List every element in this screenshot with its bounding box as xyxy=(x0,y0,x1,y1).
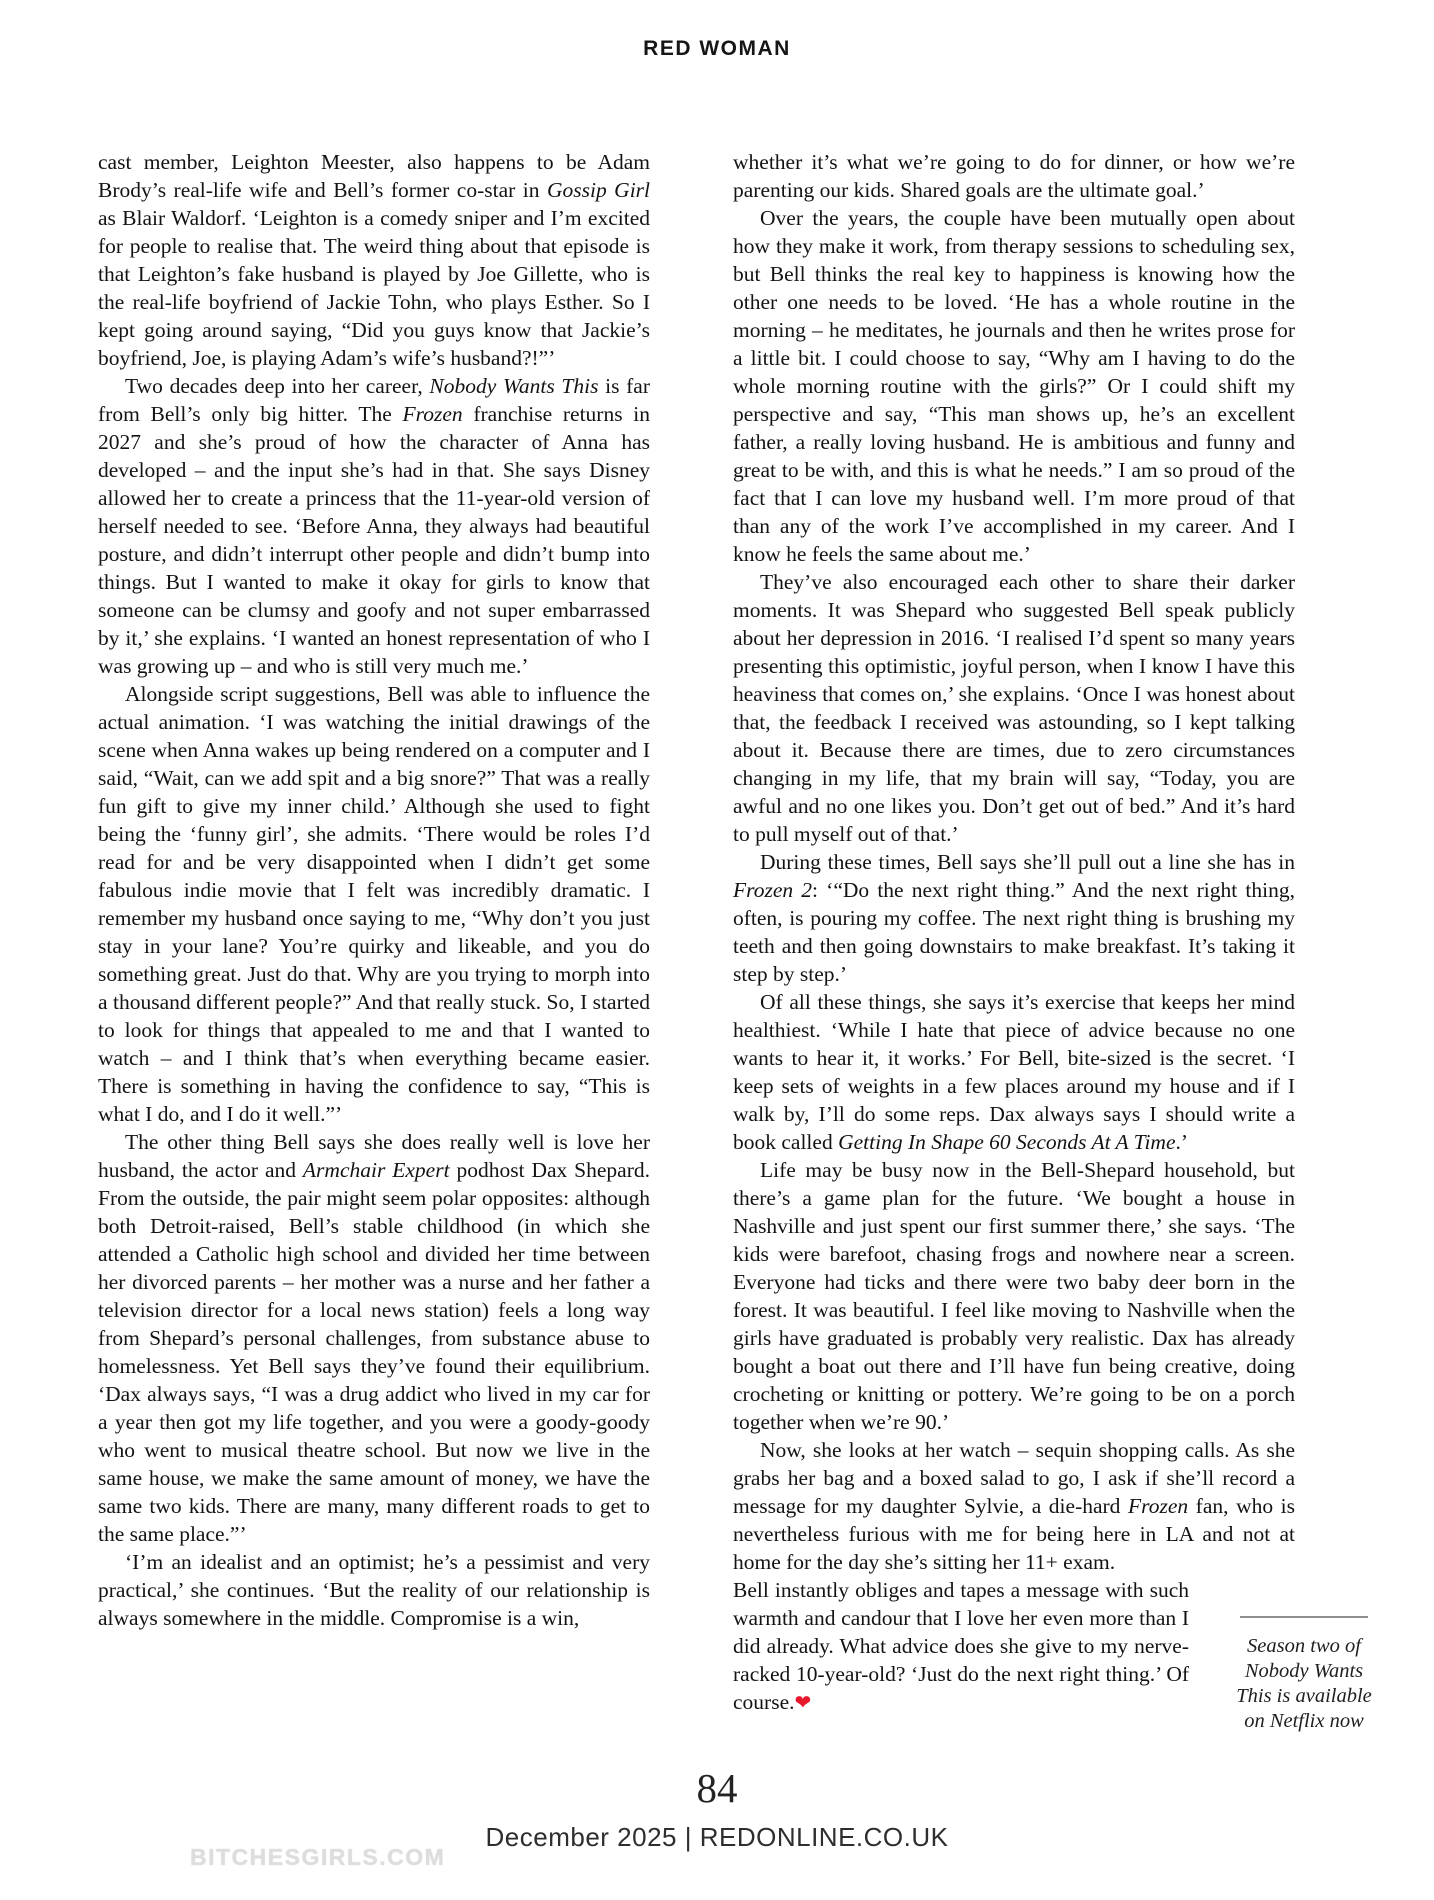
heart-icon: ❤ xyxy=(794,1690,812,1714)
paragraph: Of all these things, she says it’s exercise that keeps her mind healthiest. ‘While I hate that piece of advice because no one wants to hear it, it works.’ For Bell, bite-sized is the secret. ‘I keep sets of weights in a few places around my house and if I walk by, I’ll do some reps. Dax always says I should write a book called Getting In Shape 60 Seconds At A Time.’ xyxy=(733,990,1295,1154)
article-column-left xyxy=(98,148,650,1632)
article-column-right xyxy=(733,148,1295,1716)
paragraph: cast member, Leighton Meester, also happens to be Adam Brody’s real-life wife and Bell’s former co-star in Gossip Girl as Blair Waldorf. ‘Leighton is a comedy sniper and I’m excited for people to realise that. The weird thing about that episode is that Leighton’s fake husband is played by Joe Gillette, who is the real-life boyfriend of Jackie Tohn, who plays Esther. So I kept going around saying, “Did you guys know that Jackie’s boyfriend, Joe, is playing Adam’s wife’s husband?!”’ xyxy=(98,150,651,370)
paragraph: Alongside script suggestions, Bell was able to influence the actual animation. ‘I was watching the initial drawings of the scene when Anna wakes up being rendered on a computer and I said, “Wait, can we add spit and a big snore?” That was a really fun gift to give my inner child.’ Although she used to fight being the ‘funny girl’, she admits. ‘There would be roles I’d read for and be very disappointed when I didn’t get some fabulous indie movie that I felt was incredibly dramatic. I remember my husband once saying to me, “Why don’t you just stay in your lane? You’re quirky and likeable, and you do something great. Just do that. Why are you trying to morph into a thousand different people?” And that really stuck. So, I started to look for things that appealed to me and that I wanted to watch – and I think that’s when everything became easier. There is something in having the confidence to say, “This is what I do, and I do it well.”’ xyxy=(98,682,650,1126)
paragraph: The other thing Bell says she does really well is love her husband, the actor and Armchair Expert podhost Dax Shepard. From the outside, the pair might seem polar opposites: although both Detroit-raised, Bell’s stable childhood (in which she attended a Catholic high school and divided her time between her divorced parents – her mother was a nurse and her father a television director for a local news station) feels a long way from Shepard’s personal challenges, from substance abuse to homelessness. Yet Bell says they’ve found their equilibrium. ‘Dax always says, “I was a drug addict who lived in my car for a year then got my life together, and you were a goody-goody who went to musical theatre school. But now we live in the same house, we make the same amount of money, we have the same two kids. There are many, many different roads to get to the same place.”’ xyxy=(98,1130,650,1546)
availability-note-text xyxy=(1228,1634,1380,1734)
availability-note xyxy=(1228,1616,1380,1734)
paragraph: During these times, Bell says she’ll pull out a line she has in Frozen 2: ‘“Do the next right thing.” And the next right thing, often, is pouring my coffee. The next right thing is brushing my teeth and then going downstairs to make breakfast. It’s taking it step by step.’ xyxy=(733,850,1295,986)
watermark: BITCHESGIRLS.COM xyxy=(190,1844,446,1870)
footer-credit: December 2025 | REDONLINE.CO.UK xyxy=(485,1822,949,1852)
page-number: 84 xyxy=(696,1765,738,1811)
paragraph: Now, she looks at her watch – sequin shopping calls. As she grabs her bag and a boxed salad to go, I ask if she’ll record a message for my daughter Sylvie, a die-hard Frozen fan, who is nevertheless furious with me for being here in LA and not at home for the day she’s sitting her 11+ exam. xyxy=(733,1438,1295,1574)
paragraph: Over the years, the couple have been mutually open about how they make it work, from therapy sessions to scheduling sex, but Bell thinks the real key to happiness is knowing how the other one needs to be loved. ‘He has a whole routine in the morning – he meditates, he journals and then he writes prose for a little bit. I could choose to say, “Why am I having to do the whole morning routine with the girls?” Or I could shift my perspective and say, “This man shows up, he’s an excellent father, a really loving husband. He is ambitious and funny and great to be with, and this is what he needs.” I am so proud of the fact that I can love my husband well. I’m more proud of that than any of the work I’ve accomplished in my career. And I know he feels the same about me.’ xyxy=(733,206,1295,566)
page-title: RED WOMAN xyxy=(643,37,791,60)
paragraph: They’ve also encouraged each other to share their darker moments. It was Shepard who suggested Bell speak publicly about her depression in 2016. ‘I realised I’d spent so many years presenting this optimistic, joyful person, when I know I have this heaviness that comes on,’ she explains. ‘Once I was honest about that, the feedback I received was astounding, so I kept talking about it. Because there are times, due to zero circumstances changing in my life, that my brain will say, “Today, you are awful and no one likes you. Don’t get out of bed.” And it’s hard to pull myself out of that.’ xyxy=(733,570,1295,846)
paragraph: ‘I’m an idealist and an optimist; he’s a pessimist and very practical,’ she continues. ‘But the reality of our relationship is always somewhere in the middle. Compromise is a win, xyxy=(98,1550,650,1630)
note-divider xyxy=(1240,1616,1368,1618)
paragraph: Bell instantly obliges and tapes a message with such warmth and candour that I love her even more than I did already. What advice does she give to my nerve-racked 10-year-old? ‘Just do the next right thing.’ Of course.❤ xyxy=(733,1578,1189,1714)
note-line: on Netflix now xyxy=(1244,1710,1364,1732)
paragraph: Life may be busy now in the Bell-Shepard household, but there’s a game plan for the future. ‘We bought a house in Nashville and just spent our first summer there,’ she says. ‘The kids were barefoot, chasing frogs and nowhere near a screen. Everyone had ticks and there were two baby deer born in the forest. It was beautiful. I feel like moving to Nashville when the girls have graduated is probably very realistic. Dax has already bought a boat out there and I’ll have fun being creative, doing crocheting or knitting or pottery. We’re going to be on a porch together when we’re 90.’ xyxy=(733,1158,1295,1434)
note-line: This is available xyxy=(1236,1685,1372,1707)
note-line: Nobody Wants xyxy=(1244,1660,1364,1682)
paragraph: Two decades deep into her career, Nobody Wants This is far from Bell’s only big hitter. The Frozen franchise returns in 2027 and she’s proud of how the character of Anna has developed – and the input she’s had in that. She says Disney allowed her to create a princess that the 11-year-old version of herself needed to see. ‘Before Anna, they always had beautiful posture, and didn’t interrupt other people and didn’t bump into things. But I wanted to make it okay for girls to know that someone can be clumsy and goofy and not super embarrassed by it,’ she explains. ‘I wanted an honest representation of who I was growing up – and who is still very much me.’ xyxy=(98,374,651,678)
note-line: Season two of xyxy=(1247,1635,1361,1657)
paragraph: whether it’s what we’re going to do for dinner, or how we’re parenting our kids. Shared goals are the ultimate goal.’ xyxy=(733,150,1295,202)
